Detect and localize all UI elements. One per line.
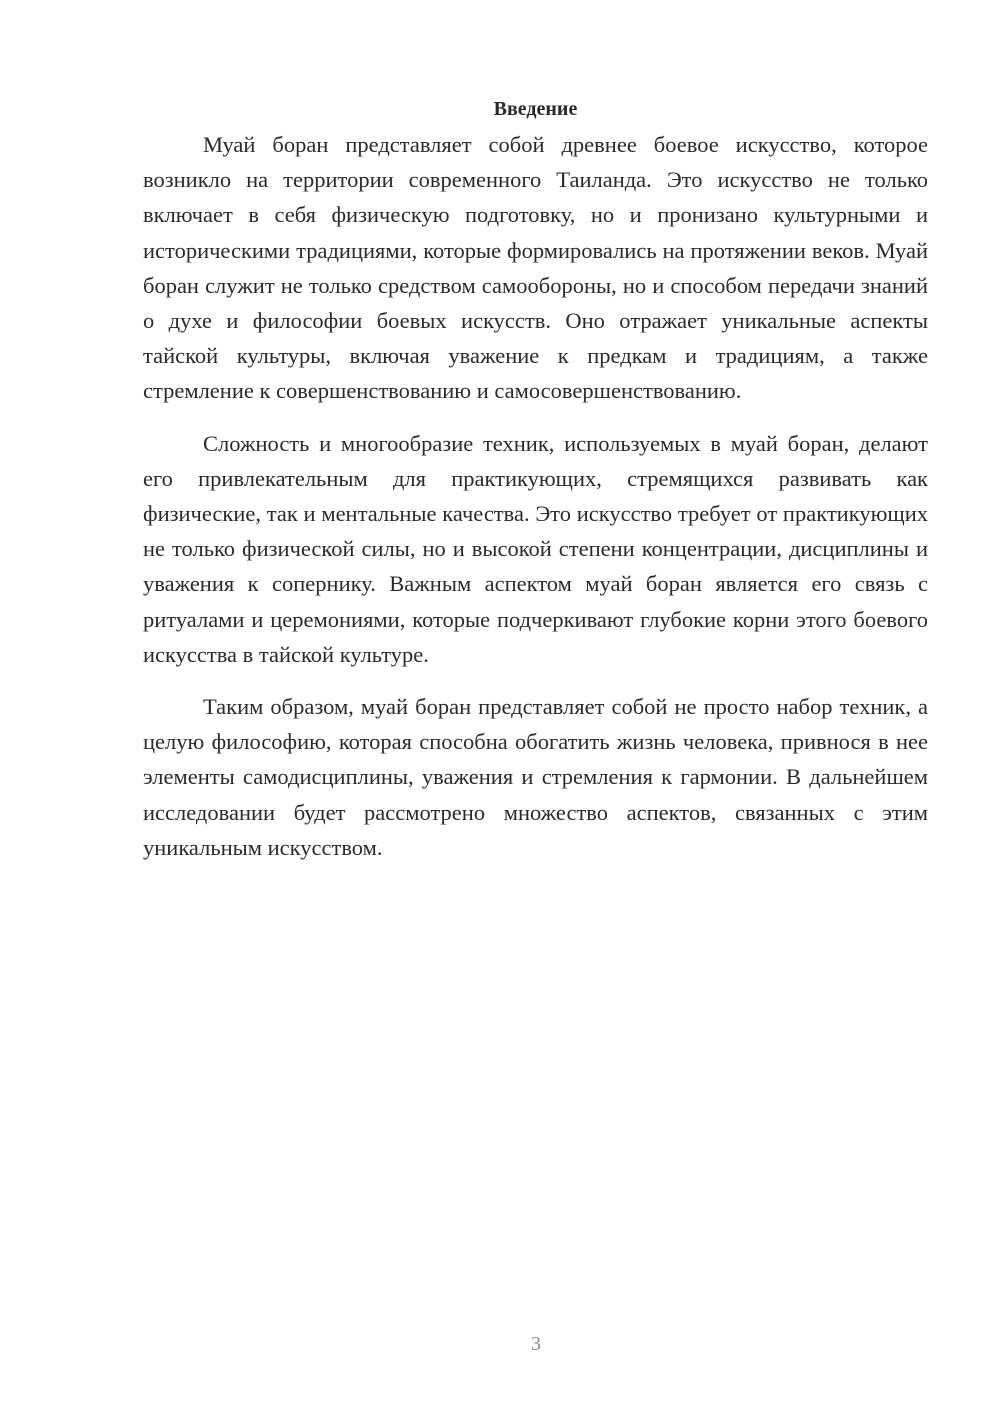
page-number: 3 [531,1333,541,1355]
paragraph-3: Таким образом, муай боран представляет собой не просто набор техник, а целую философию, которая способна обогатить жизнь человека, привнося в нее элементы самодисциплины, уважения и стремления к гармонии. В дальнейшем исследовании будет рассмотрено множество аспектов, связанных с этим уникальным искусством. [143,694,928,860]
page-body [143,92,928,865]
paragraph-1: Муай боран представляет собой древнее боевое искусство, которое возникло на территории современного Таиланда. Это искусство не только включает в себя физическую подготовку, но и пронизано культурными и историческими традициями, которые формировались на протяжении веков. Муай боран служит не только средством самообороны, но и способом передачи знаний о духе и философии боевых искусств. Оно отражает уникальные аспекты тайской культуры, включая уважение к предкам и традициям, а также стремление к совершенствованию и самосовершенствованию. [143,132,928,404]
paragraph-2: Сложность и многообразие техник, используемых в муай боран, делают его привлекательным для практикующих, стремящихся развивать как физические, так и ментальные качества. Это искусство требует от практикующих не только физической силы, но и высокой степени концентрации, дисциплины и уважения к сопернику. Важным аспектом муай боран является его связь с ритуалами и церемониями, которые подчеркивают глубокие корни этого боевого искусства в тайской культуре. [143,430,928,667]
section-heading: Введение [493,98,578,120]
